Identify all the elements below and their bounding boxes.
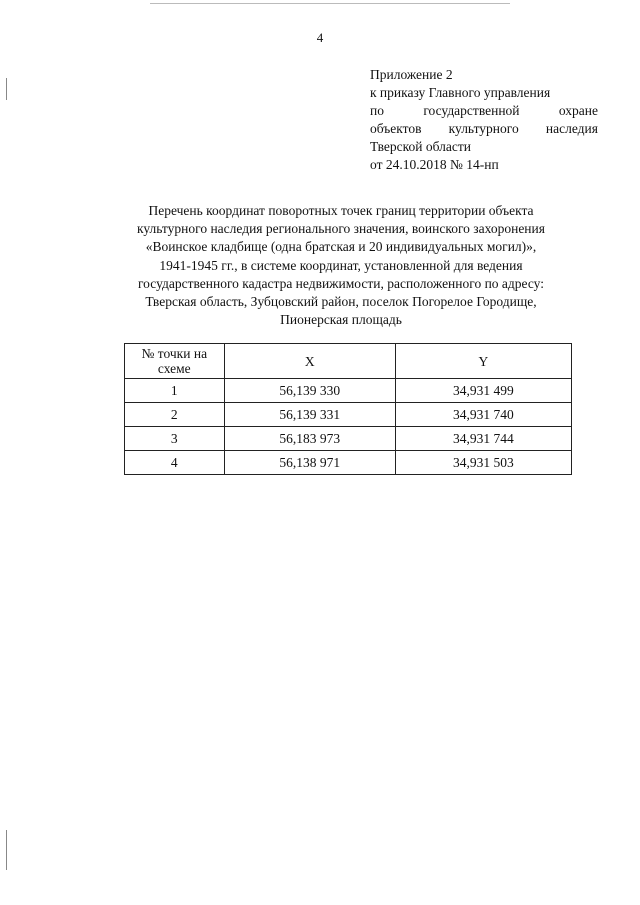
cell-x: 56,183 973 <box>224 427 395 451</box>
header-y: Y <box>395 344 571 379</box>
appendix-word: охране <box>558 103 598 118</box>
appendix-word: объектов <box>370 121 422 136</box>
page-number: 4 <box>316 30 324 45</box>
header-point-number <box>125 344 225 379</box>
header-x: X <box>224 344 395 379</box>
scan-artifact-top <box>150 3 510 4</box>
table-row <box>125 403 572 427</box>
cell-x: 56,138 971 <box>224 451 395 475</box>
header-point-number-line2: схеме <box>157 361 191 376</box>
appendix-justified-line <box>370 102 598 120</box>
appendix-line: к приказу Главного управления <box>370 85 551 100</box>
table-row <box>125 427 572 451</box>
cell-x: 56,139 331 <box>224 403 395 427</box>
appendix-justified-line <box>370 120 598 138</box>
appendix-line: Тверской области <box>370 139 471 154</box>
appendix-word: культурного <box>448 121 519 136</box>
table-header-row <box>125 344 572 379</box>
title-line: 1941-1945 гг., в системе координат, установленной для ведения <box>159 257 523 273</box>
cell-point-number: 2 <box>125 403 225 427</box>
cell-y: 34,931 740 <box>395 403 571 427</box>
cell-y: 34,931 503 <box>395 451 571 475</box>
cell-point-number: 3 <box>125 427 225 451</box>
title-line: «Воинское кладбище (одна братская и 20 индивидуальных могил)», <box>145 239 537 255</box>
appendix-word: наследия <box>545 121 598 136</box>
coordinates-table <box>124 343 572 475</box>
title-line: культурного наследия регионального значения, воинского захоронения <box>137 221 545 237</box>
appendix-date-line: от 24.10.2018 № 14-нп <box>370 157 499 172</box>
scan-artifact-left-1 <box>6 78 7 100</box>
cell-y: 34,931 499 <box>395 379 571 403</box>
title-line: государственного кадастра недвижимости, расположенного по адресу: <box>137 275 545 291</box>
appendix-line: Приложение 2 <box>370 67 453 82</box>
title-line: Пионерская площадь <box>280 312 402 328</box>
appendix-word: государственной <box>423 103 520 118</box>
cell-point-number: 1 <box>125 379 225 403</box>
appendix-block <box>370 66 598 174</box>
title-line: Перечень координат поворотных точек границ территории объекта <box>148 203 534 218</box>
cell-x: 56,139 330 <box>224 379 395 403</box>
cell-point-number: 4 <box>125 451 225 475</box>
cell-y: 34,931 744 <box>395 427 571 451</box>
appendix-word: по <box>370 103 384 118</box>
document-title <box>98 202 584 329</box>
scan-artifact-left-2 <box>6 830 7 870</box>
title-line: Тверская область, Зубцовский район, поселок Погорелое Городище, <box>145 294 537 310</box>
table-row <box>125 379 572 403</box>
header-point-number-line1: № точки на <box>141 346 208 361</box>
table-row <box>125 451 572 475</box>
